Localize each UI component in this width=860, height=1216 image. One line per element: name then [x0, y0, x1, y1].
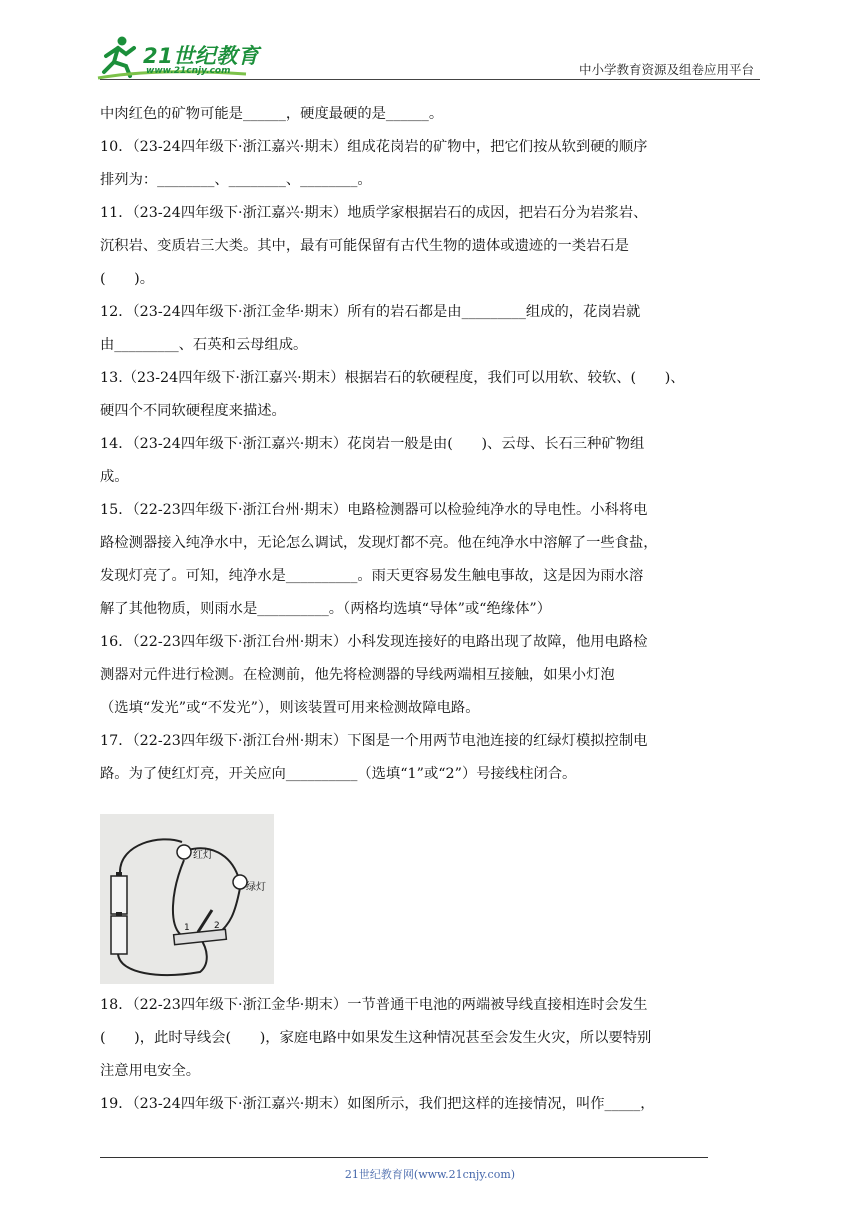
text-line: 成。	[100, 469, 129, 485]
question-16-line: 16．（22-23四年级下·浙江台州·期末）小科发现连接好的电路出现了故障，他用电路检	[100, 634, 648, 650]
question-content-continued	[100, 989, 761, 1121]
battery-icon	[111, 916, 127, 954]
red-light-label: 红灯	[193, 850, 213, 861]
platform-name: 中小学教育资源及组卷应用平台	[578, 62, 754, 77]
question-15-line: 15．（22-23四年级下·浙江台州·期末）电路检测器可以检验纯净水的导电性。小科将电	[100, 502, 648, 518]
text-line: 路。为了使红灯亮，开关应向__________（选填“1”或“2”）号接线柱闭合。	[100, 766, 577, 782]
text-line: 测器对元件进行检测。在检测前，他先将检测器的导线两端相互接触，如果小灯泡	[100, 667, 615, 683]
text-line: 注意用电安全。	[100, 1063, 201, 1079]
footer-divider	[100, 1157, 708, 1158]
text-line: ( )，此时导线会( )，家庭电路中如果发生这种情况甚至会发生火灾，所以要特别	[100, 1030, 652, 1046]
question-19-line: 19．（23-24四年级下·浙江嘉兴·期末）如图所示，我们把这样的连接情况，叫作_____，	[100, 1096, 655, 1112]
text-line: 沉积岩、变质岩三大类。其中，最有可能保留有古代生物的遗体或遗迹的一类岩石是	[100, 238, 629, 254]
question-14-line: 14．（23-24四年级下·浙江嘉兴·期末）花岗岩一般是由( )、云母、长石三种矿物组	[100, 436, 645, 452]
logo-url: www.21cnjy.com	[146, 66, 231, 76]
green-light-label: 绿灯	[246, 882, 266, 893]
terminal-2-label: 2	[214, 921, 220, 931]
circuit-diagram-figure	[100, 814, 274, 984]
question-13-line: 13.（23-24四年级下·浙江嘉兴·期末）根据岩石的软硬程度，我们可以用软、较软、( )、	[100, 370, 685, 386]
footer-text: 21世纪教育网(www.21cnjy.com)	[344, 1168, 516, 1181]
text-line: 由_________、石英和云母组成。	[100, 337, 308, 353]
question-18-line: 18．（22-23四年级下·浙江金华·期末）一节普通干电池的两端被导线直接相连时会发生	[100, 997, 648, 1013]
text-line: 硬四个不同软硬程度来描述。	[100, 403, 286, 419]
terminal-1-label: 1	[184, 923, 190, 933]
header-divider	[100, 79, 760, 80]
page-header	[0, 0, 860, 90]
question-11-line: 11．（23-24四年级下·浙江嘉兴·期末）地质学家根据岩石的成因，把岩石分为岩浆岩、	[100, 205, 648, 221]
text-line: ( )。	[100, 271, 155, 287]
text-line: （选填“发光”或“不发光”），则该装置可用来检测故障电路。	[100, 700, 480, 716]
text-line: 发现灯亮了。可知，纯净水是__________。雨天更容易发生触电事故，这是因为雨水溶	[100, 568, 644, 584]
battery-icon	[111, 876, 127, 914]
question-12-line: 12．（23-24四年级下·浙江金华·期末）所有的岩石都是由_________组成的，花岗岩就	[100, 304, 641, 320]
text-line: 路检测器接入纯净水中，无论怎么调试，发现灯都不亮。他在纯净水中溶解了一些食盐，	[100, 535, 658, 551]
question-10-line: 10．（23-24四年级下·浙江嘉兴·期末）组成花岗岩的矿物中，把它们按从软到硬的顺序	[100, 139, 648, 155]
text-line: 解了其他物质，则雨水是__________。（两格均选填“导体”或“绝缘体”）	[100, 601, 551, 617]
text-line: 排列为：________、________、________。	[100, 172, 372, 188]
green-bulb-icon	[233, 875, 247, 889]
red-bulb-icon	[177, 845, 191, 859]
text-line: 中肉红色的矿物可能是______，硬度最硬的是______。	[100, 106, 444, 122]
question-17-line: 17．（22-23四年级下·浙江台州·期末）下图是一个用两节电池连接的红绿灯模拟控制电	[100, 733, 648, 749]
logo-text: 21世纪教育	[143, 44, 260, 68]
question-content	[100, 98, 761, 791]
